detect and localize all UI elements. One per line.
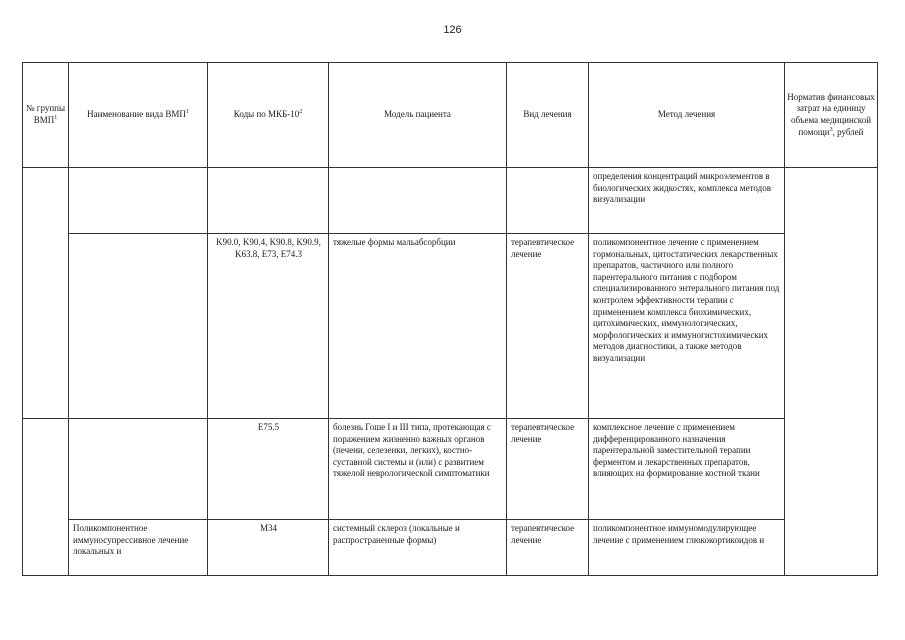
- cell-type: [507, 168, 589, 234]
- header-treatment-method: Метод лечения: [589, 63, 785, 168]
- cell-model: болезнь Гоше I и III типа, протекающая с поражением жизненно важных органов (печени, селезенки, легких), костно-суставной системы и (или) с развитием тяжелой неврологической симптоматики: [329, 419, 507, 520]
- footnote-mark: 2: [299, 109, 303, 116]
- cell-type: терапевтическое лечение: [507, 419, 589, 520]
- header-group-no: [23, 63, 69, 168]
- cell-model: системный склероз (локальные и распространенные формы): [329, 520, 507, 576]
- header-norm-label: Норматив финансовых затрат на единицу объема медицинской помощи: [787, 91, 875, 137]
- header-vmp-name: [69, 63, 208, 168]
- header-norm-suffix: , рублей: [832, 126, 864, 137]
- cell-name: [69, 234, 208, 419]
- cell-norm: [785, 168, 878, 576]
- header-group-no-label: № группы ВМП: [25, 103, 66, 125]
- cell-codes: E75.5: [208, 419, 329, 520]
- cell-codes: [208, 168, 329, 234]
- table-row: [23, 520, 878, 576]
- header-vmp-name-label: Наименование вида ВМП: [87, 109, 186, 120]
- cell-method: поликомпонентное иммуномодулирующее лечение с применением глюкокортикоидов и: [589, 520, 785, 576]
- footnote-mark: 1: [185, 109, 189, 116]
- cell-type: терапевтическое лечение: [507, 234, 589, 419]
- header-treatment-type: Вид лечения: [507, 63, 589, 168]
- table-row: [23, 168, 878, 234]
- header-icd-codes: [208, 63, 329, 168]
- header-row: [23, 63, 878, 168]
- cell-model: [329, 168, 507, 234]
- cell-group: [23, 419, 69, 576]
- cell-method: поликомпонентное лечение с применением гормональных, цитостатических лекарственных препаратов, частичного или полного парентерального питания с подбором специализированного энтерального питания под контролем эффективности терапии с применением комплекса биохимических, цитохимических, иммунологических, морфологических и иммуногистохимических методов диагностики, а также методов визуализации: [589, 234, 785, 419]
- cell-model: тяжелые формы мальабсорбции: [329, 234, 507, 419]
- vmp-table: [22, 62, 878, 576]
- cell-name: [69, 419, 208, 520]
- cell-name: Поликомпонентное иммуносупрессивное лечение локальных и: [69, 520, 208, 576]
- header-icd-codes-label: Коды по МКБ-10: [233, 109, 300, 120]
- cell-codes: M34: [208, 520, 329, 576]
- cell-codes: K90.0, K90.4, K90.8, K90.9, K63.8, E73, E74.3: [208, 234, 329, 419]
- footnote-mark: 1: [54, 115, 58, 121]
- header-norm: [785, 63, 878, 168]
- footnote-mark: 3: [829, 126, 833, 133]
- cell-name: [69, 168, 208, 234]
- table-row: [23, 234, 878, 419]
- page-number: 126: [443, 24, 462, 36]
- cell-type: терапевтическое лечение: [507, 520, 589, 576]
- cell-group: [23, 168, 69, 419]
- cell-method: комплексное лечение с применением дифференцированного назначения парентеральной заместительной терапии ферментом и лекарственных препаратов, влияющих на формирование костной ткани: [589, 419, 785, 520]
- cell-method: определения концентраций микроэлементов в биологических жидкостях, комплекса методов визуализации: [589, 168, 785, 234]
- table-row: [23, 419, 878, 520]
- header-patient-model: Модель пациента: [329, 63, 507, 168]
